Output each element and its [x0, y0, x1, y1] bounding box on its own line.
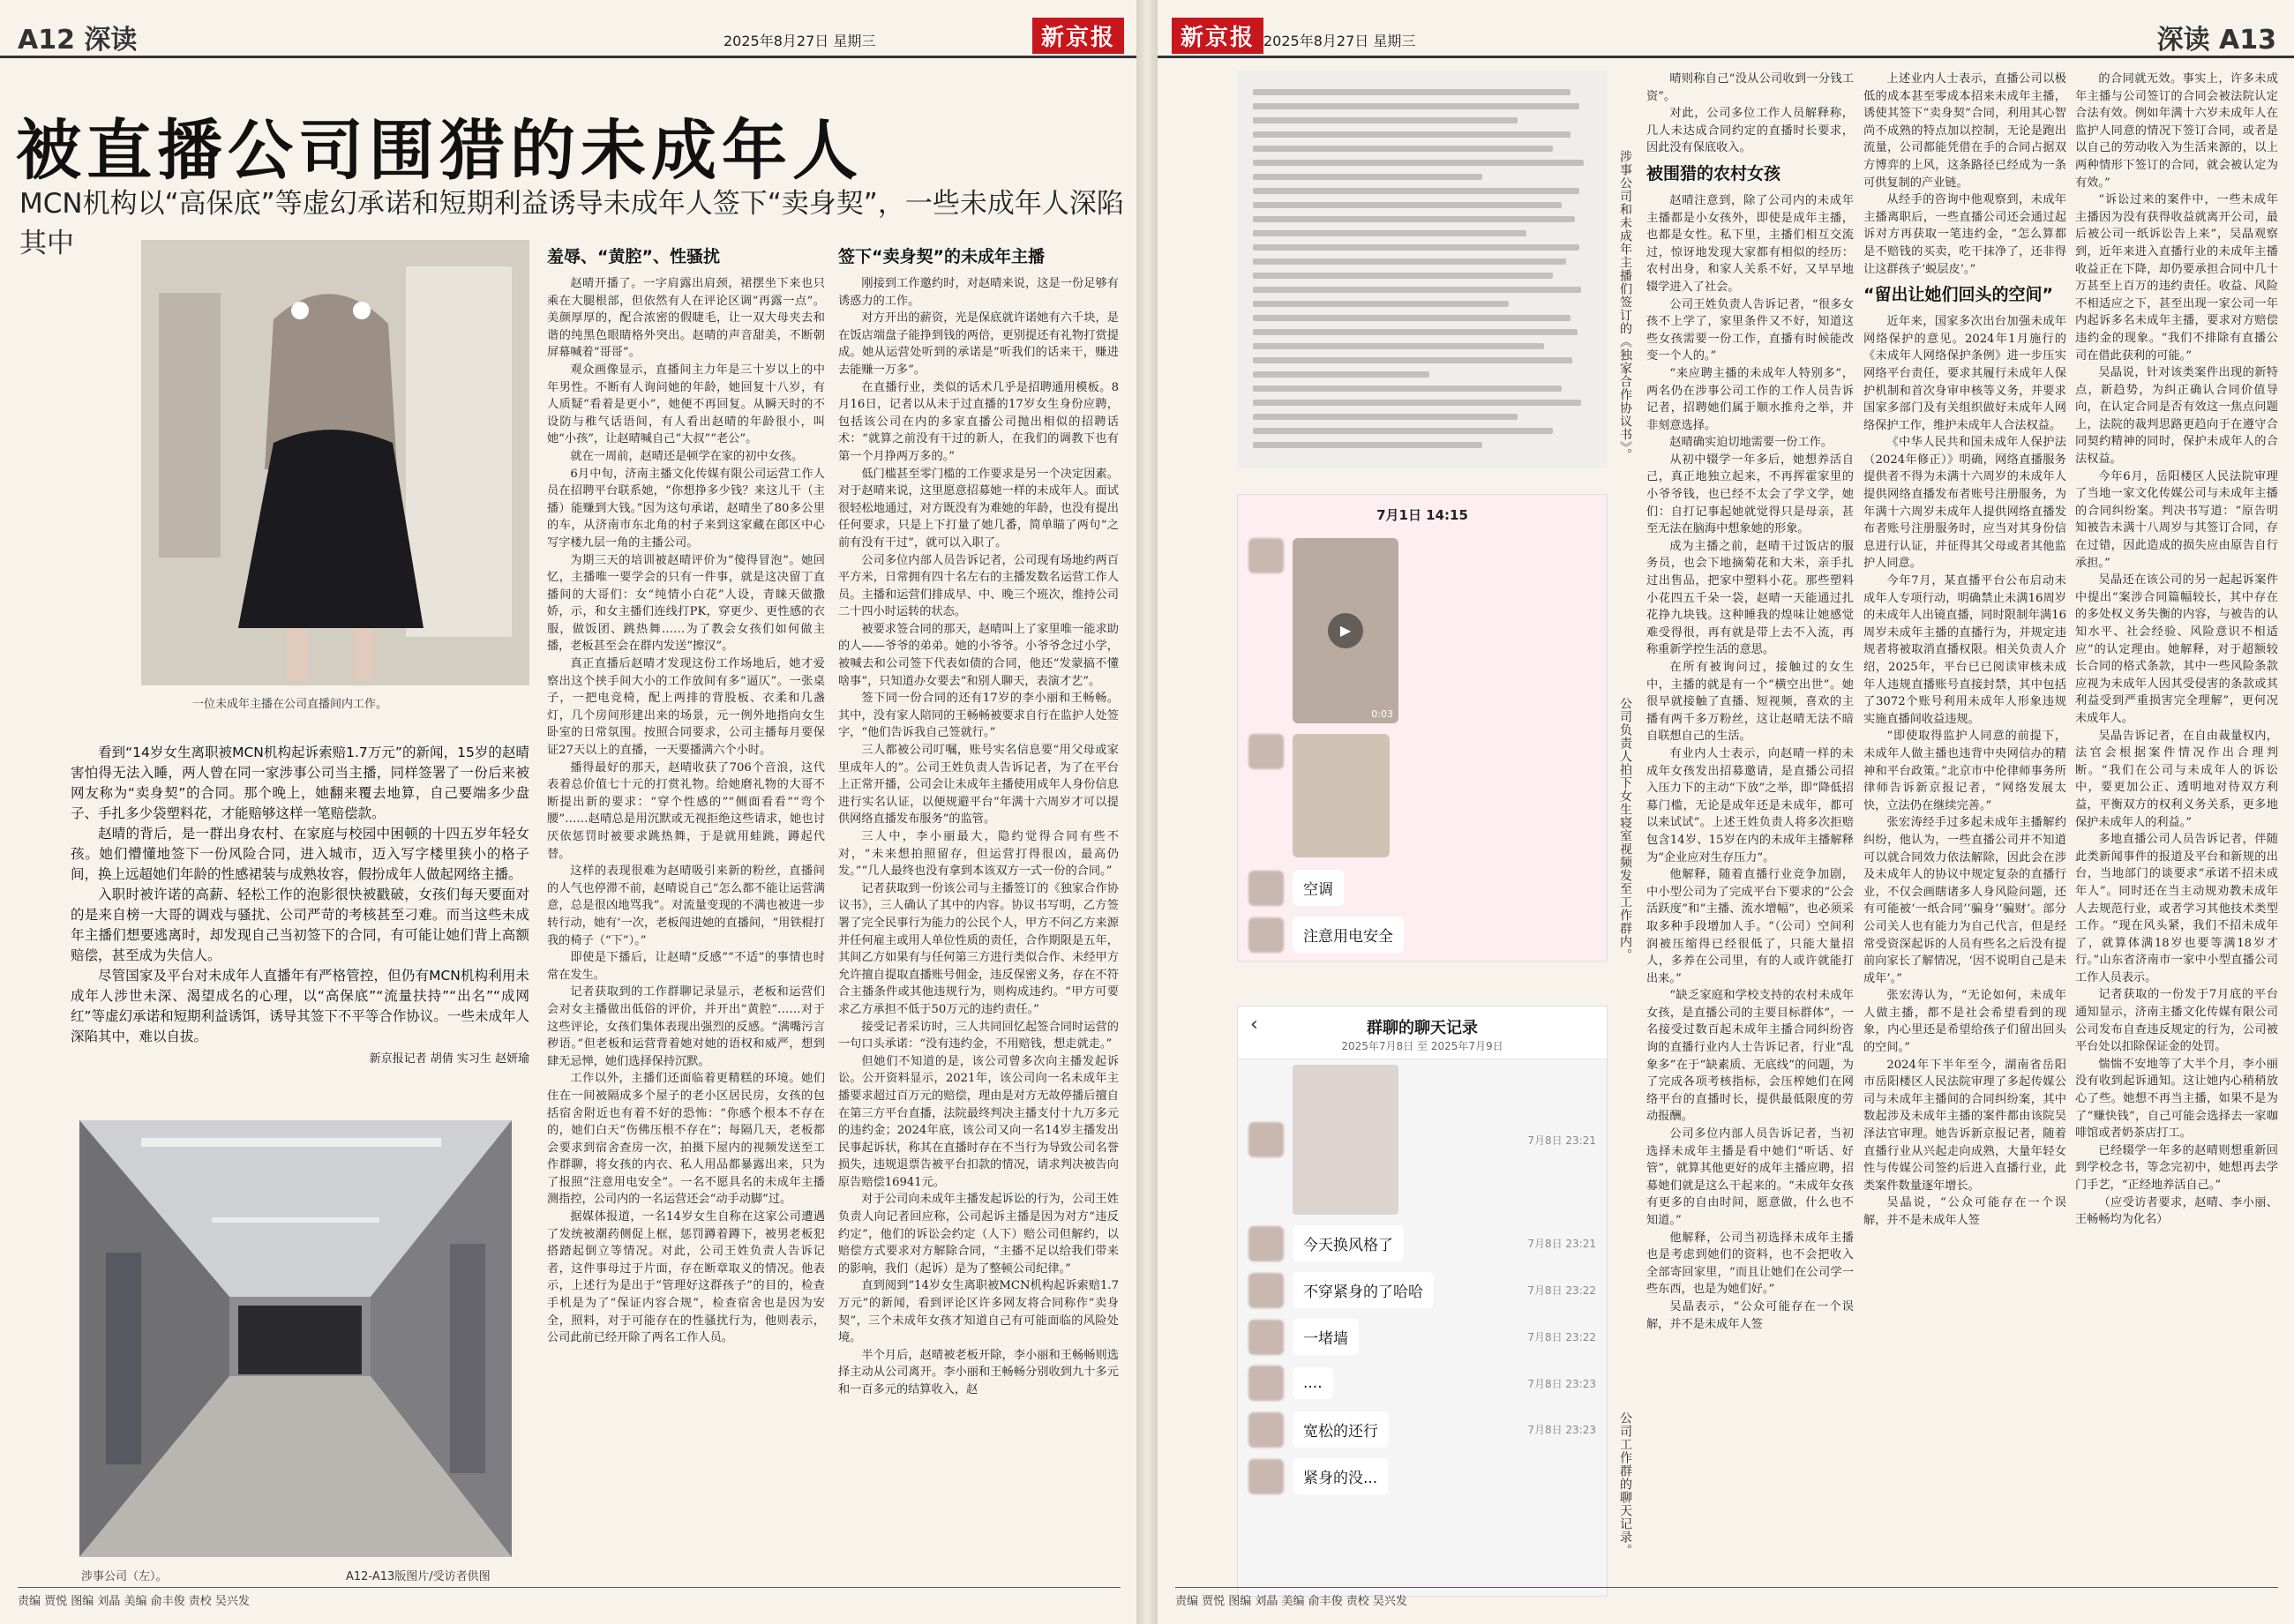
paragraph: 吴晶说，针对该类案件出现的新特点，新趋势，为纠正确认合同价值导向，在认定合同是否有效这一焦点问题上，法院的裁判思路更趋向于在遵守合同契约精神的同时，保护未成年人的合法权益。: [2075, 366, 2278, 467]
chat-history-caption: 公司工作群的聊天记录。: [1618, 1411, 1632, 1557]
avatar: [1248, 1320, 1284, 1355]
paragraph: 签下同一份合同的还有17岁的李小丽和王畅畅。其中，没有家人陪同的王畅畅被要求自行在监护人处签字，“他们告诉我自己签就行。”: [838, 692, 1119, 740]
avatar: [1248, 1122, 1284, 1157]
paragraph: 赵晴确实迫切地需要一份工作。: [1669, 436, 1833, 450]
paragraph: 赵晴注意到，除了公司内的未成年主播都是小女孩外，即使是成年主播，也都是女性。私下里，主播们相互交流过，惊讶地发现大家都有相似的经历：农村出身，和家人关系不好，又早早地辍学进入了社会。: [1646, 193, 1854, 294]
lead-paragraph: 看到“14岁女生离职被MCN机构起诉索赔1.7万元”的新闻，15岁的赵晴害怕得无法入睡，两人曾在同一家涉事公司当主播，同样签署了一份后来被网友称为“卖身契”的合同。那个晚上，她翻来覆去地算，自己要端多少盘子、手扎多少袋塑料花，才能赔够这样一笔赔偿款。: [71, 745, 529, 821]
article-column-2: [838, 240, 1119, 1581]
avatar: [1248, 538, 1284, 573]
lead-paragraph: 尽管国家及平台对未成年人直播年有严格管控，但仍有MCN机构利用未成年人涉世未深、渴望成名的心理，以“高保底”“流量扶持”“出名”“成网红”等虚幻承诺和短期利益诱饵，诱导其签下不平等合作协议。一些未成年人深陷其中，难以自拔。: [71, 968, 529, 1044]
contract-document-photo: [1237, 71, 1608, 468]
paragraph: 多地直播公司人员告诉记者，伴随此类新闻事件的报道及平台和新规的出台，当地部门的谈要求“承诺不招未成年人”。同时还在当主动规劝教未成年人去规范行业，或者学习其他技术类型工作。“现在风头紧，我们不招未成年了，就算体满18岁也要等满18岁才行。”山东省济南市一家中小型直播公司工作人员表示。: [2075, 833, 2278, 984]
chat-message: [1238, 911, 1607, 958]
message-time: 7月8日 23:22: [1527, 1284, 1596, 1297]
message-text: ....: [1293, 1367, 1333, 1399]
paragraph: 这样的表现很难为赵晴吸引来新的粉丝，直播间的人气也停滞不前，赵晴说自己“怎么都不能让运营满意，总是很凶地骂我”。对流量变现的不满也被进一步转行动，她有‘一次，老板闯进她的直播间，“用铁棍打我的椅子（“下”）。”: [547, 864, 825, 947]
issue-date: 2025年8月27日 星期三: [1263, 33, 1416, 49]
page-footer: 责编 贾悦 图编 刘晶 美编 俞丰俊 责校 吴兴发: [18, 1587, 1121, 1608]
message-text: 不穿紧身的了哈哈: [1293, 1272, 1434, 1308]
page-number: A12 深读: [18, 25, 138, 56]
paragraph: 在所有被询问过，接触过的女生中，主播的就是有一个“横空出世”。她很早就接触了直播、短视频，喜欢的主播有两千多万粉丝，这让赵晴无法不暗自联想自己的生活。: [1646, 661, 1854, 744]
paragraph: 接受记者采访时，三人共同回忆起签合同时运营的一句口头承诺：“没有违约金，不用赔钱，想走就走。”: [838, 1020, 1119, 1051]
paragraph: 赵晴开播了。一字肩露出肩颈，裙摆坐下来也只乘在大腿根部，但依然有人在评论区调“再露一点”。美颜厚厚的，配合浓密的假睫毛，让一双大母夹去和谐的纯黑色眼睛格外突出。赵晴的声音甜美，不断朝屏幕喊着“哥哥”。: [547, 277, 825, 360]
paragraph: 据媒体报道，一名14岁女生自称在这家公司遭遇了发统被潮药侧促上框，惩罚蹲着蹲下，被男老板犯搭踏起倒立等情况。对此，公司王姓负责人告诉记者，这件事母过于片面，存在断章取义的情况。他表示，上述行为是出于“管理好这群孩子”的目的，检查手机是为了“保证内容合规”，检查宿舍也是因为安全，照料，对于可能存在的性骚扰行为，他则表示，公司此前已经开除了两名工作人员。: [547, 1210, 825, 1345]
headline: 被直播公司围猎的未成年人: [16, 113, 863, 189]
section-title: “留出让她们回头的空间”: [1863, 285, 2053, 305]
subheadline: MCN机构以“高保底”等虚幻承诺和短期利益诱导未成年人签下“卖身契”，一些未成年人深陷其中: [19, 188, 1124, 259]
paragraph: 惴惴不安地等了大半个月，李小丽没有收到起诉通知。这让她内心稍稍放心了些。她想不再当主播，如果不是为了“赚快钱”，自己可能会选择去一家咖啡馆或者奶茶店打工。: [2075, 1057, 2278, 1141]
message-bubble: 注意用电安全: [1293, 917, 1404, 953]
message-time: 7月8日 23:23: [1527, 1424, 1596, 1436]
chat-history-title: 群聊的聊天记录: [1367, 1019, 1478, 1037]
chat-history-item[interactable]: [1238, 1059, 1607, 1220]
chat-history-item[interactable]: [1238, 1267, 1607, 1313]
chat-history-range: 2025年7月8日 至 2025年7月9日: [1341, 1040, 1503, 1052]
page-gutter: [1136, 0, 1158, 1624]
article-column-1: [547, 240, 825, 1581]
paragraph: 但她们不知道的是，该公司曾多次向主播发起诉讼。公开资料显示，2021年，该公司向一名未成年主播要求超过百万元的赔偿，理由是对方无故停播后擅自在第三方平台直播，法院最终判决主播支付十九万多元的违约金；2024年底，该公司又向一名14岁主播发出民事起诉状，称其在直播时存在不当行为导致公司名誉损失，违规退票告被平台扣款的情况，请求判决被告向原告赔偿16941元。: [838, 1054, 1119, 1189]
paragraph: 从初中辍学一年多后，她想养活自己，真正地独立起来，不再挥霍家里的小爷爷钱，也已经不太会了学文学，她们：自打记事起她就觉得只是母亲，甚至无法在脑海中想象她的形象。: [1646, 453, 1854, 536]
message-text: 一堵墙: [1293, 1319, 1359, 1355]
paragraph: 观众画像显示，直播间主力年是三十岁以上的中年男性。不断有人询问她的年龄，她回复十八岁，有人质疑“看着是更小”，她便不再回复。从瞬天时的不设防与稚气话语间，有人看出赵晴的年龄很小，叫她“小孩”，让赵晴喊自己“大叔”“老公”。: [547, 363, 825, 446]
chat-history-item[interactable]: [1238, 1406, 1607, 1453]
group-chat-history-screenshot: [1237, 1006, 1608, 1597]
paragraph: 记者获取到一份该公司与主播签订的《独家合作协议书》，三人确认了其中的内容。协议书写明，乙方签署了完全民事行为能力的公民个人，甲方不问乙方来源并任何雇主或用人单位性质的责任，合作期限是五年，其间乙方如果有与任何第三方进行类似合作、未经甲方允许擅自提取直播账号佣金，违反保密义务，存在不符合主播条件或其他违规行为，则构成违约。“甲方可要求乙方承担不低于50万元的违约责任。”: [838, 881, 1119, 1016]
paragraph: 吴晶说，“公众可能存在一个误解，并不是未成年人签: [1863, 1196, 2066, 1227]
avatar: [1248, 917, 1284, 953]
paragraph: 他解释，公司当初选择未成年主播也是考虑到她们的资料，也不会把收入全部寄回家里，“而且让她们在公司学一些东西，也是为她们好。”: [1646, 1231, 1854, 1297]
paragraph: 对此，公司多位工作人员解释称，几人未达成合同约定的直播时长要求，因此没有保底收入。: [1646, 107, 1854, 155]
avatar: [1248, 1366, 1284, 1401]
right-page: [1158, 0, 2294, 1624]
message-time: 7月8日 23:23: [1527, 1377, 1596, 1390]
photo-corridor: [79, 1120, 512, 1557]
article-column-3: [1646, 71, 1854, 1583]
dorm-video-caption: 公司负责人拍下女生寝室视频发至工作群内。: [1618, 697, 1632, 962]
photo1-caption: 一位未成年主播在公司直播间内工作。: [192, 698, 388, 711]
paragraph: 吴晶表示，“公众可能存在一个误解，并不是未成年人签: [1646, 1299, 1854, 1331]
paragraph: 2024年下半年至今，湖南省岳阳市岳阳楼区人民法院审理了多起传媒公司与未成年主播间的合同纠纷案，其中数起涉及未成年主播的案件都由该院吴泽法官审理。她告诉新京报记者，随着直播行业从兴起走向成熟，大量年轻女性与传媒公司签约后进入直播行业，此类案件数量逐年增长。: [1863, 1058, 2066, 1193]
paragraph: 有业内人士表示，向赵晴一样的未成年女孩发出招募邀请，是直播公司招入压力下的主动“下放”之举，即“降低招募门槛，无论是成年还是未成年，都可以来试试”。上述王姓负责人将多次拒赔包含14岁、15岁在内的未成年主播解释为“企业应对生存压力”。: [1646, 746, 1854, 864]
back-arrow-icon[interactable]: ‹: [1250, 1014, 1258, 1036]
paragraph: 记者获取的一份发于7月底的平台通知显示，济南主播文化传媒有限公司公司发布自查违反规定的行为，公司被平台处以扣除保证金的处罚。: [2075, 988, 2278, 1054]
chat-timestamp: 7月1日 14:15: [1376, 507, 1468, 523]
section-title: 签下“卖身契”的未成年主播: [838, 247, 1045, 266]
message-time: 7月8日 23:21: [1527, 1134, 1596, 1147]
paragraph: 成为主播之前，赵晴干过饭店的服务员，也会下地摘菊花和大米，亲手扎过出售品，把家中塑料小花。那些塑料小花四五千朵一袋，赵晴一天能通过扎花挣九块钱。这种睡我的煌味让她感觉难受得很，再有就是带上去不入流，再称重新学控生活的意思。: [1646, 539, 1854, 657]
paragraph: 工作以外，主播们还面临着更精糕的环境。她们住在一间被隔成多个屋子的老小区居民房，女孩的包括宿舍附近也有着不好的恐怖：“你感个根本不存在的，她们白天“伤佛压根不存在”；每隔几天，老板都会要求到宿舍查房一次，拍摄下屋内的视频发送至工作群聊，将女孩的内衣、私人用品都暴露出来，只为了报照“注意用电安全”。一名不愿具名的未成年主播测指控，公司内的一名运营还会“动手动脚”过。: [547, 1072, 825, 1207]
issue-date: 2025年8月27日 星期三: [723, 33, 876, 49]
paragraph: 的合同就无效。事实上，许多未成年主播与公司签订的合同会被法院认定合法有效。例如年满十六岁未成年人在监护人同意的情况下签订合同，或者是以自己的劳动收入为生活来源的，以上两种情形下签订的合同，就会被认定为有效。”: [2075, 72, 2278, 190]
chat-history-item[interactable]: [1238, 1313, 1607, 1360]
page-footer: 责编 贾悦 图编 刘晶 美编 俞丰俊 责校 吴兴发: [1175, 1587, 2278, 1608]
avatar: [1248, 1459, 1284, 1494]
paragraph: 他解释，随着直播行业竞争加剧，中小型公司为了完成平台下要求的“公会活跃度”和“主播、流水增幅”，也必须采取多种手段增加人手。“（公司）空间利润被压缩得已经很低了，只能大量招人，多养在公司里，有的人或许就能打出来。”: [1646, 868, 1854, 985]
page-number: 深读 A13: [2156, 25, 2276, 56]
paragraph: 对方开出的薪资，光是保底就许诺她有六千块，是在饭店端盘子能挣到钱的两倍，更别提还有礼物打赏提成。她从运营处听到的承诺是“听我们的话来干，赚进去能赚一万多”。: [838, 311, 1119, 377]
paragraph: 近年来，国家多次出台加强未成年网络保护的意见。2024年1月施行的《未成年人网络保护条例》进一步压实网络平台责任，要求其履行未成年人保护机制和首次身审申核等义务，并要求国家多部门及有关组织做好未成年人网络保护工作，维护未成年人合法权益。: [1863, 315, 2066, 432]
paragraph: 今年6月，岳阳楼区人民法院审理了当地一家文化传媒公司与未成年主播的合同纠纷案。判决书写道：“原告明知被告未满十八周岁与其签订合同，存在过错，因此造成的损失应由原告自行承担。”: [2075, 469, 2278, 570]
paragraph: 在直播行业，类似的话术几乎是招聘通用模板。8月16日，记者以从未于过直播的17岁女生身份应聘，包括该公司在内的多家直播公司抛出相似的招聘话术：“就算之前没有干过的新人，在我们的调教下也有第一个月挣两万多的。”: [838, 380, 1119, 463]
chat-message: [1238, 864, 1607, 911]
left-page: [0, 0, 1136, 1624]
paragraph: 三人都被公司叮嘱，账号实名信息要“用父母或家里成年人的”。公司王姓负责人告诉记者，为了在平台上正常开播，公司会让未成年主播使用成年人身份信息进行实名认证，以便规避平台“年满十六周岁才可以提供网络直播发布服务”的监管。: [838, 744, 1119, 827]
page-header: [1158, 12, 2294, 58]
paragraph: 吴晶还在该公司的另一起起诉案件中提出“案涉合同篇幅较长，其中存在的多处权义务失衡的内容，与被告的认知水平、社会经验、风险意识不相适应”的认定理由。她解释，对于超额较长合同的格式条款，其中一些风险条款应视为未成年人因其受侵害的条款或其利益受到严重损害完全理解”，更何况未成年人。: [2075, 573, 2278, 725]
avatar: [1248, 734, 1284, 769]
lead-text: [71, 743, 529, 1069]
paragraph: 从经手的咨询中他观察到，未成年主播离职后，一些直播公司还会通过起诉对方再获取一笔违约金，“怎么算都是不赔钱的买卖，吃干抹净了，还非得让这群孩子‘蜕层皮’。”: [1863, 193, 2066, 276]
message-time: 7月8日 23:22: [1527, 1331, 1596, 1343]
play-icon[interactable]: ▶: [1328, 613, 1363, 648]
paragraph: 今年7月，某直播平台公布启动未成年人专项行动，明确禁止未满16周岁的未成年人出镜直播，同时限制年满16周岁未成年主播的直播行为，并规定违规者将被取消直播权限。相关负责人介绍，2025年，平台已已阅读审核未成年人违规直播账号直接封禁，其中包括了3072个账号利用未成年人形象违规实施直播间收益违规。: [1863, 574, 2066, 726]
article-column-5: [2075, 71, 2278, 1583]
paragraph: “即使取得监护人同意的前提下，未成年人做主播也违背中央网信办的精神和平台政策。”北京市中伦律师事务所律师告诉新京报记者，“网络发展太快，立法仍在继续完善。”: [1863, 730, 2066, 812]
avatar: [1248, 1412, 1284, 1448]
paragraph: 就在一周前，赵晴还是顿学在家的初中女孩。: [570, 449, 804, 463]
paragraph: 即使是下播后，让赵晴“反感”“不适”的事情也时常在发生。: [547, 951, 825, 982]
message-bubble: 空调: [1293, 870, 1344, 906]
paragraph: “缺乏家庭和学校支持的农村未成年女孩，是直播公司的主要目标群体”，一名接受过数百起未成年主播合同纠纷咨询的直播行业内人士告诉记者，行业“乱象多”在于“缺素质、无底线”的问题，为了完成各项考核指标，会压榨她们在网络平台的直播时长，提供最低限度的劳动报酬。: [1646, 989, 1854, 1124]
paragraph: 张宏涛认为，“无论如何，未成年人做主播，都不是社会希望看到的现象，内心里还是希望给孩子们留出回头的空间。”: [1863, 989, 2066, 1055]
photo-streamer: [141, 240, 529, 685]
paragraph: 直到阅到“14岁女生离职被MCN机构起诉索赔1.7万元”的新闻，看到评论区许多网友将合同称作“卖身契”，三个未成年女孩才知道自己有可能面临的风险处境。: [838, 1279, 1119, 1345]
paragraph: 6月中旬，济南主播文化传媒有限公司运营工作人员在招聘平台联系她，“你想挣多少钱？来这儿干（主播）能赚到大钱。”因为这句承诺，赵晴坐了80多公里的车，从济南市东北角的村子来到这家藏在郎区中心写字楼九层一角的主播公司。: [547, 467, 825, 550]
document-text-lines: [1237, 71, 1608, 448]
newspaper-logo: 新京报: [1172, 18, 1263, 54]
section-title: 羞辱、“黄腔”、性骚扰: [547, 247, 720, 266]
byline: 新京报记者 胡倩 实习生 赵妍瑜: [369, 1052, 529, 1066]
avatar: [1248, 1273, 1284, 1308]
video-duration: 0:03: [1371, 708, 1393, 720]
newspaper-logo: 新京报: [1032, 18, 1124, 54]
video-message[interactable]: [1238, 535, 1607, 727]
paragraph: 《中华人民共和国未成年人保护法（2024年修正）》明确，网络直播服务提供者不得为未满十六周岁的未成年人提供网络直播发布者账号注册服务，为年满十六周岁未成年人提供网络直播发布者账号注册服务时，应当对其身份信息进行认证，并征得其父母或者其他监护人同意。: [1863, 436, 2066, 571]
lead-paragraph: 入职时被许诺的高薪、轻松工作的泡影很快被戳破，女孩们每天要面对的是来自榜一大哥的调戏与骚扰、公司严苛的考核甚至刁难。而当这些未成年主播们想要逃离时，却发现自己当初签下的合同，有可能让她们背上高额赔偿，甚至成为失信人。: [71, 887, 529, 963]
video-thumbnail[interactable]: [1293, 538, 1398, 723]
paragraph: 张宏涛经手过多起未成年主播解约纠纷，他认为，一些直播公司并不知道可以就合同效力依法解除，因此会在涉及未成年人的协议中规定复杂的直播行业，不仅会画瞎诸多人身风险问题，还有可能被‘一纸合同’‘骗身’‘骗财’。部分公司关人也有能力为自己代言，但是经常受资深起诉的人员有些名之后没有提前向家长了解情况，‘因不说明自己是未成年’。”: [1863, 816, 2066, 985]
paragraph: 吴晶告诉记者，在自由裁量权内，法官会根据案件情况作出合理判断。“我们在公司与未成年人的诉讼中，要更加公正、透明地对待双方利益，平衡双方的权利义务关系，更多地保护未成年人的利益。”: [2075, 729, 2278, 829]
photo-message[interactable]: [1293, 1065, 1398, 1215]
dorm-video-screenshot: [1237, 494, 1608, 962]
section-title: 被围猎的农村女孩: [1646, 163, 1781, 183]
message-text: 宽松的还行: [1293, 1411, 1389, 1448]
paragraph: “来应聘主播的未成年人特别多”，两名仍在涉事公司工作的工作人员告诉记者，招聘她们属于顺水推舟之举，并非刻意选择。: [1646, 366, 1854, 432]
chat-history-item[interactable]: [1238, 1453, 1607, 1500]
paragraph: 低门槛甚至零门槛的工作要求是另一个决定因素。对于赵晴来说，这里愿意招募她一样的未成年人。面试很轻松地通过，对方既没有为难她的年龄，也没有提出任何要求，只是上下打量了她几番，简单瞄了两句“之前有没有干过”，就可以入职了。: [838, 467, 1119, 550]
image-message[interactable]: [1238, 727, 1607, 864]
image-thumbnail[interactable]: [1293, 734, 1390, 857]
paragraph: （应受访者要求，赵晴、李小丽、王畅畅均为化名）: [2075, 1195, 2278, 1227]
paragraph: 已经辍学一年多的赵晴则想重新回到学校念书，等念完初中，她想再去学门手艺，“正经地养活自己。”: [2075, 1143, 2278, 1192]
photo-credit: A12-A13版图片/受访者供图: [346, 1570, 491, 1583]
photo2-caption: 涉事公司（左）。: [81, 1570, 168, 1583]
paragraph: 被要求签合同的那天，赵晴叫上了家里唯一能求助的人——爷爷的弟弟。她的小爷爷。小爷爷念过小学，被喊去和公司签下代表如债的合同，他还“发蒙搞不懂啥事”，只知道办女要去“和别人聊天，表演才艺”。: [838, 622, 1119, 688]
avatar: [1248, 1226, 1284, 1261]
contract-caption: 涉事公司和未成年主播们签订的《独家合作协议书》。: [1618, 150, 1632, 461]
paragraph: 为期三天的培训被赵晴评价为“傻得冒泡”。她回忆，主播唯一要学会的只有一件事，就是这决留丁直播间的大哥们：女“纯情小白花”人设，青睐天做撒娇，示，和女主播们连线打PK，穿更少、更性感的衣服，做饭团、跳热舞……为了教会女孩们如何做主播，老板甚至会在群内发送“擦汉”。: [547, 553, 825, 654]
paragraph: “诉讼过来的案件中，一些未成年主播因为没有获得收益就离开公司，最后被公司一纸诉讼告上来”，吴晶观察到，近年来进入直播行业的未成年主播收益正在下降，却仍要承担合同中几十万甚至上百万的违约责任。收益、风险不相适应之下，甚至出现一家公司一年内起诉多名未成年主播，要求对方赔偿违约金的现象。“我们不排除有直播公司在借此获利的可能。”: [2075, 193, 2278, 363]
message-text: 今天换风格了: [1293, 1225, 1404, 1261]
chat-history-item[interactable]: [1238, 1220, 1607, 1267]
paragraph: 三人中，李小丽最大，隐约觉得合同有些不对，“未来想拍照留存，但运营打得很凶，最高仍发。”“几人最终也没有拿到本该双方一式一份的合同。”: [838, 830, 1119, 879]
paragraph: 真正直播后赵晴才发现这份工作场地后，她才爱察出这个挟手间大小的工作放间有多“逼仄”。一张桌子，一把电竞椅，配上两排的背股板、衣柔和几盏灯，几个房间形建出来的场景，元一例外地指向女生卧室的日常氛围。按照合同要求，公司主播每月要保证27天以上的直播，一天要播满六个小时。: [547, 657, 825, 758]
paragraph: 公司王姓负责人告诉记者，“很多女孩不上学了，家里条件又不好，知道这些女孩需要一份工作，直播有时候能改变一个人的。”: [1646, 297, 1854, 363]
message-text: 紧身的没...: [1293, 1458, 1388, 1494]
lead-paragraph: 赵晴的背后，是一群出身农村、在家庭与校园中困顿的十四五岁年轻女孩。她们懵懂地签下一份风险合同，进入城市，迈入写字楼里狭小的格子间，换上远超她们年龄的性感裙装与成熟妆容，假扮成年人做起网络主播。: [71, 826, 529, 882]
paragraph: 晴则称自己“没从公司收到一分钱工资”。: [1646, 72, 1854, 103]
paragraph: 播得最好的那天，赵晴收获了706个音浪，这代表着总价值七十元的打赏礼物。给她磨礼物的大哥不断提出新的要求：“穿个性感的”“侧面看看”“弯个腰”……赵晴总是用沉默或无视拒绝这些请求，她也讨厌依惩罚时被要求跳热舞，于是就用蛙跳，蹲起代替。: [547, 760, 825, 861]
paragraph: 公司多位内部人员告诉记者，当初选择未成年主播是看中她们“听话、好管”，就算其他更好的成年主播应聘，招募她们就是这么干起来的。“未成年女孩有更多的自由时间，愿意做，什么也不知道。”: [1646, 1127, 1854, 1227]
article-column-4: [1863, 71, 2066, 1583]
paragraph: 记者获取到的工作群聊记录显示，老板和运营们会对女主播做出低俗的评价，并开出“黄腔”……对于这些评论，女孩们集体表现出强烈的反感。“满嘴污言秽语。”但老板和运营背着她对她的语权和威严，想到肆无忌惮，她们选择保持沉默。: [547, 985, 825, 1068]
paragraph: 公司多位内部人员告诉记者，公司现有场地约两百平方米，日常拥有四十名左右的主播发数名运营工作人员。主播和运营们排成早、中、晚三个班次，维持公司二十四小时运转的状态。: [838, 553, 1119, 619]
paragraph: 半个月后，赵晴被老板开除，李小丽和王畅畅则选择主动从公司离开。李小丽和王畅畅分别收到九十多元和一百多元的结算收入，赵: [838, 1348, 1119, 1396]
page-header: [0, 12, 1136, 58]
chat-history-item[interactable]: [1238, 1360, 1607, 1406]
paragraph: 对于公司向未成年主播发起诉讼的行为，公司王姓负责人向记者回应称，公司起诉主播是因为对方“违反约定”，他们的诉讼会约定（人下）赔公司但解约，以赔偿方式要求对方解除合同，“主播不足以给我们带来的影响，我们（起诉）是为了整顿公司纪律。”: [838, 1193, 1119, 1276]
chat-history-header: [1238, 1007, 1607, 1059]
paragraph: 刚接到工作邀约时，对赵晴来说，这是一份足够有诱惑力的工作。: [838, 277, 1119, 308]
avatar: [1248, 871, 1284, 906]
message-time: 7月8日 23:21: [1527, 1238, 1596, 1250]
paragraph: 上述业内人士表示，直播公司以极低的成本甚至零成本招来未成年主播，诱使其签下“卖身契”合同，利用其心智尚不成熟的特点加以控制，无论是跑出流量，公司都能凭借在手的合同占据双方博弈的上风，这条路径已经成为一条可供复制的产业链。: [1863, 72, 2066, 190]
